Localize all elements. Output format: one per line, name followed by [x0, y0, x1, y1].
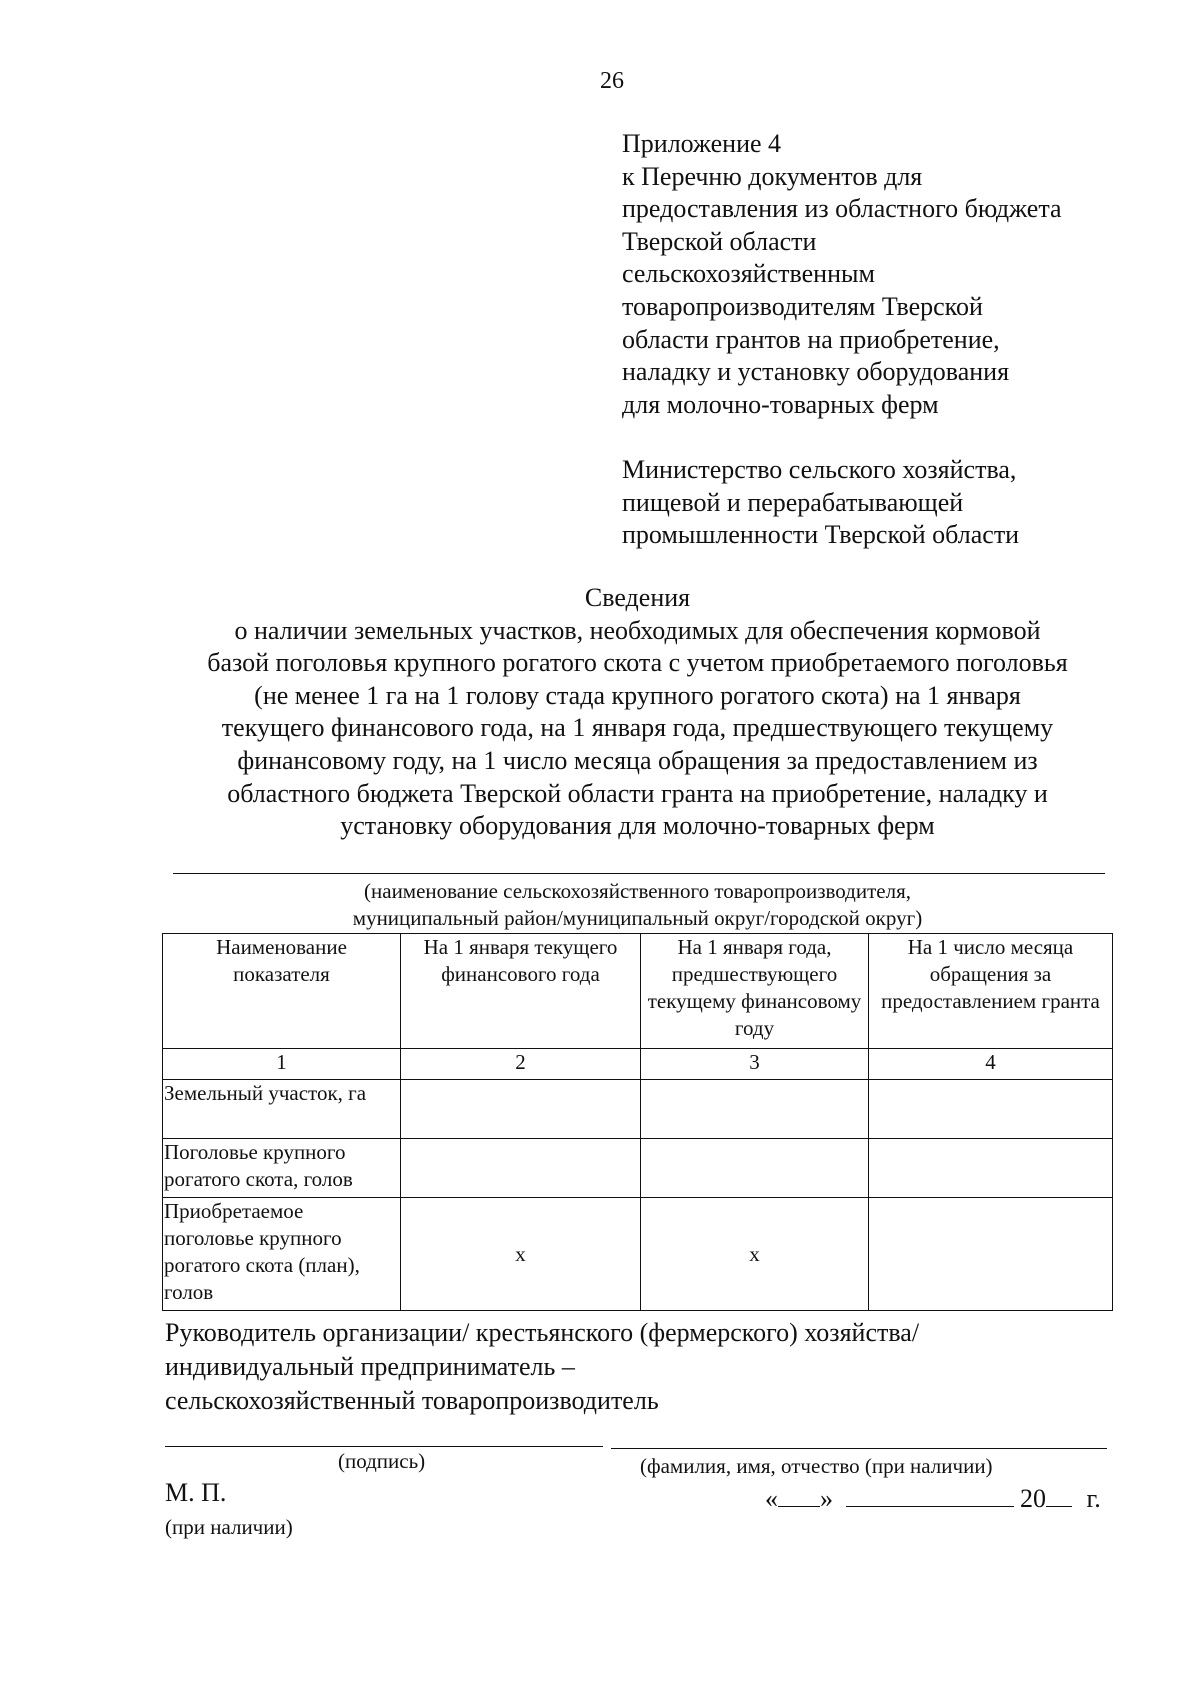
appendix-line: предоставления из областного бюджета	[622, 194, 1062, 224]
appendix-line: области грантов на приобретение,	[622, 324, 1000, 354]
title-line: базой поголовья крупного рогатого скота с учетом приобретаемого поголовья	[207, 648, 1068, 678]
signatory-line: индивидуальный предприниматель –	[165, 1352, 575, 1381]
date-year-blank[interactable]	[1046, 1480, 1072, 1507]
date-open-quote: «	[765, 1484, 778, 1513]
name-line[interactable]	[611, 1448, 1107, 1449]
date-day-blank[interactable]	[778, 1480, 820, 1507]
title-line: (не менее 1 га на 1 голову стада крупного рогатого скота) на 1 января	[254, 680, 1021, 710]
appendix-line: товаропроизводителям Тверской	[622, 291, 983, 321]
table-cell: x	[641, 1198, 869, 1311]
date-field	[765, 1480, 1101, 1514]
title-line: финансовому году, на 1 число месяца обращения за предоставлением из	[237, 745, 1038, 775]
title-line: областного бюджета Тверской области гранта на приобретение, наладку и	[227, 778, 1048, 808]
column-number: 2	[401, 1049, 641, 1080]
appendix-line: сельскохозяйственным	[622, 259, 875, 289]
table-cell[interactable]	[641, 1139, 869, 1198]
table-header-row	[163, 934, 1113, 1049]
appendix-line: наладку и установку оборудования	[622, 357, 1010, 387]
column-number: 1	[163, 1049, 401, 1080]
stamp-label: М. П.	[165, 1478, 227, 1507]
date-month-blank[interactable]	[846, 1480, 1014, 1507]
appendix-block	[622, 128, 1142, 421]
column-number: 4	[869, 1049, 1113, 1080]
stamp-note: (при наличии)	[165, 1515, 293, 1539]
table-cell[interactable]	[641, 1080, 869, 1139]
table-row	[163, 1080, 1113, 1139]
table-cell[interactable]	[401, 1080, 641, 1139]
column-number: 3	[641, 1049, 869, 1080]
title-line: о наличии земельных участков, необходимых для обеспечения кормовой	[234, 615, 1041, 645]
row-label: Земельный участок, га	[163, 1080, 401, 1139]
producer-caption-line: (наименование сельскохозяйственного товаропроизводителя,	[364, 879, 911, 903]
signature-caption: (подпись)	[338, 1449, 426, 1473]
table-header-cell: На 1 число месяца обращения за предоставлением гранта	[869, 934, 1113, 1049]
table-row	[163, 1198, 1113, 1311]
producer-caption-line: муниципальный район/муниципальный округ/городской округ)	[352, 906, 923, 930]
table-cell[interactable]	[869, 1198, 1113, 1311]
name-caption: (фамилия, имя, отчество (при наличии)	[640, 1454, 993, 1478]
appendix-line: Приложение 4	[622, 129, 782, 158]
indicators-table	[162, 933, 1113, 1311]
table-cell[interactable]	[869, 1080, 1113, 1139]
addressee-line: пищевой и перерабатывающей	[622, 487, 964, 517]
page-number: 26	[600, 68, 624, 94]
addressee-line: Министерство сельского хозяйства,	[622, 455, 1017, 484]
appendix-line: к Перечню документов для	[622, 161, 923, 191]
date-year-prefix: 20	[1020, 1484, 1046, 1513]
table-header-cell: На 1 января года, предшествующего текущему финансовому году	[641, 934, 869, 1049]
title-heading: Сведения	[584, 583, 691, 612]
appendix-line: для молочно-товарных ферм	[622, 389, 939, 419]
table-column-numbers-row	[163, 1049, 1113, 1080]
signatory-block	[165, 1316, 1115, 1418]
signatory-line: Руководитель организации/ крестьянского (фермерского) хозяйства/	[165, 1318, 920, 1347]
producer-name-line[interactable]	[173, 873, 1105, 874]
addressee-block	[622, 454, 1142, 552]
date-close-quote: »	[820, 1484, 833, 1513]
row-label: Приобретаемое поголовье крупного рогатого скота (план), голов	[163, 1198, 401, 1311]
table-cell[interactable]	[401, 1139, 641, 1198]
signature-line[interactable]	[165, 1446, 603, 1447]
producer-caption	[160, 878, 1115, 932]
addressee-line: промышленности Тверской области	[622, 520, 1020, 550]
document-title	[160, 582, 1115, 843]
signatory-line: сельскохозяйственный товаропроизводитель	[165, 1386, 659, 1415]
table-row	[163, 1139, 1113, 1198]
table-header-cell: На 1 января текущего финансового года	[401, 934, 641, 1049]
title-line: текущего финансового года, на 1 января года, предшествующего текущему	[221, 713, 1054, 743]
row-label: Поголовье крупного рогатого скота, голов	[163, 1139, 401, 1198]
table-cell: x	[401, 1198, 641, 1311]
table-header-cell: Наименование показателя	[163, 934, 401, 1049]
title-line: установку оборудования для молочно-товарных ферм	[340, 811, 935, 841]
table-cell[interactable]	[869, 1139, 1113, 1198]
date-suffix: г.	[1086, 1484, 1101, 1513]
appendix-line: Тверской области	[622, 226, 817, 256]
